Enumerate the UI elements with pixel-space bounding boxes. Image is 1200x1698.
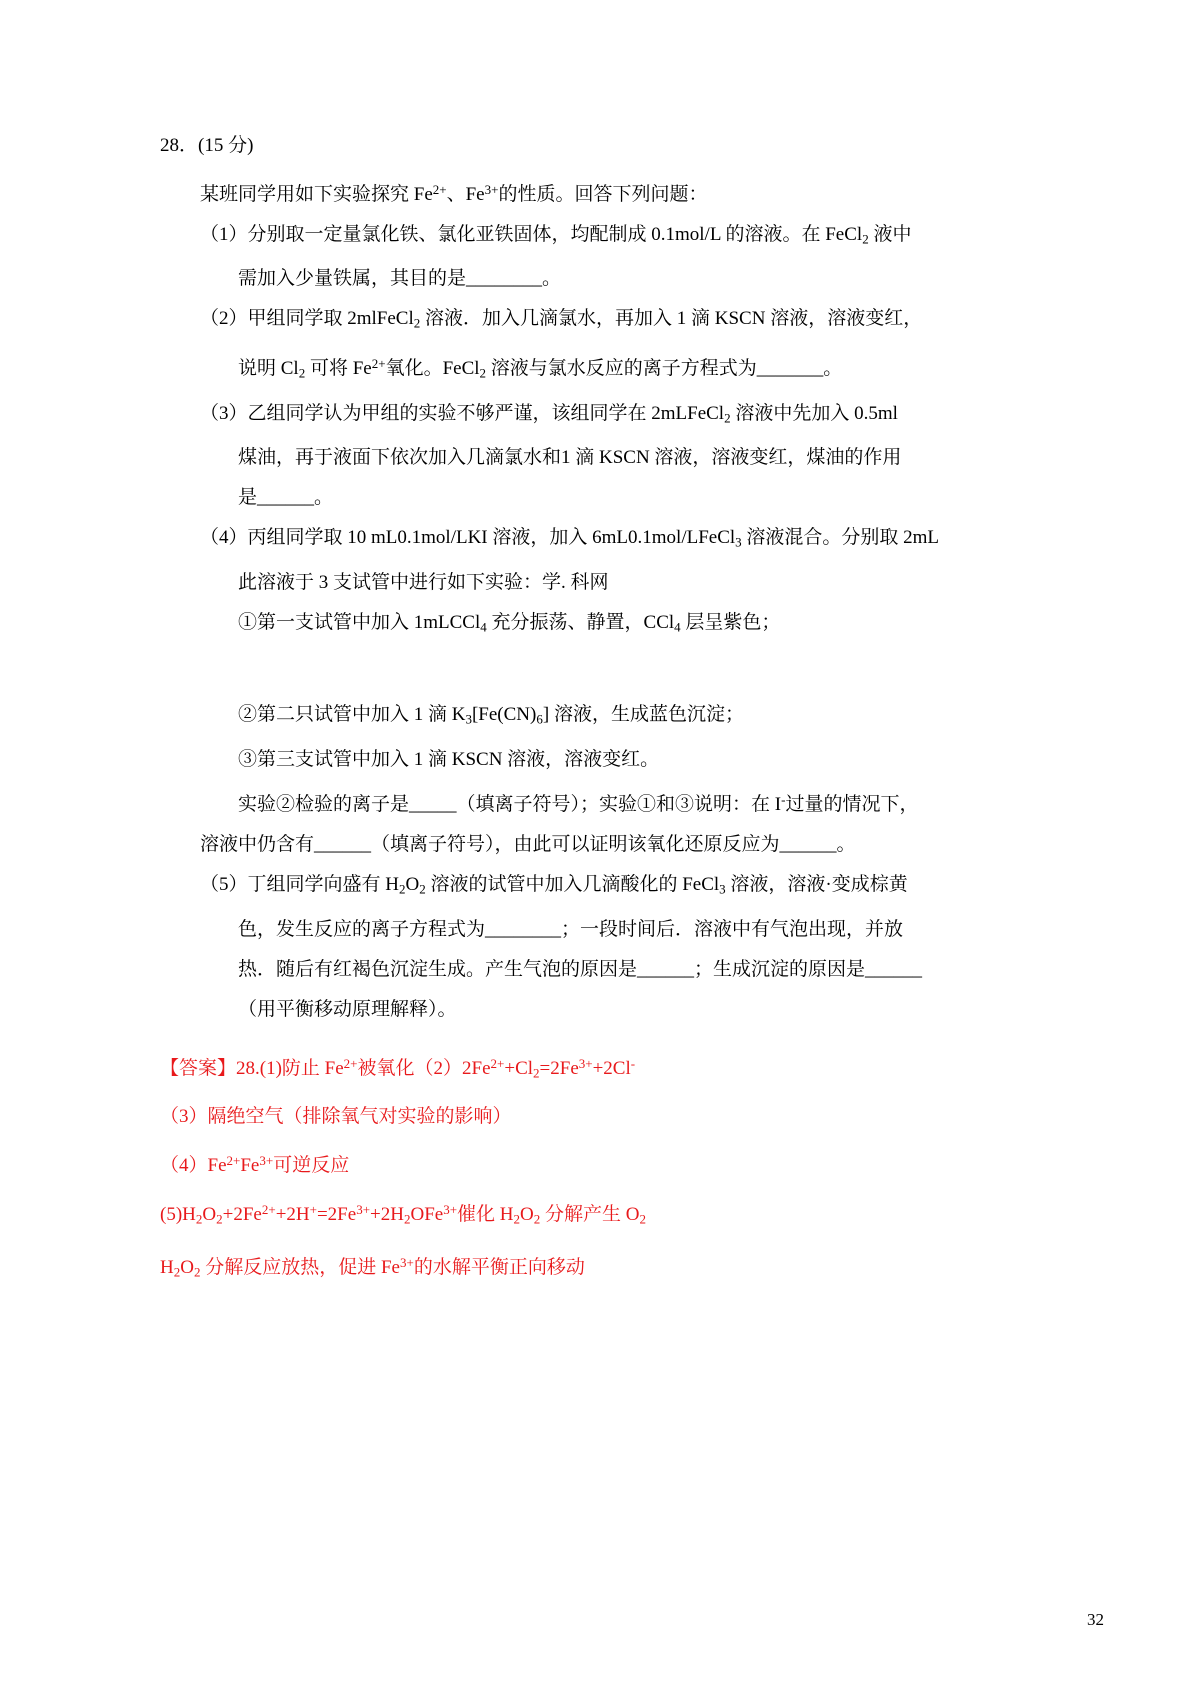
part-2-line-2: 说明 $Cl_2$ 可将 $Fe^{2+}$氧化。FeCl$_2$ 溶液与氯水反应的离子方程式为_______。 [238, 356, 843, 381]
answer-block [160, 1042, 980, 1295]
part-4-line-4: ②第二只试管中加入 1 滴 $K_3[Fe(CN)_6]$ 溶液，生成蓝色沉淀； [238, 704, 744, 728]
part-5-line-2: 色，发生反应的离子方程式为________；一段时间后．溶液中有气泡出现，并放 [238, 918, 904, 940]
part-2-line-1: （2）甲组同学取 2mlFeCl$_2$ 溶液．加入几滴氯水，再加入 1 滴 KSCN 溶液，溶液变红， [200, 308, 923, 332]
part-5-line-4: （用平衡移动原理解释）。 [238, 998, 457, 1020]
part-1-line-1: （1）分别取一定量氯化铁、氯化亚铁固体，均配制成 0.1mol/L 的溶液。在 FeCl$_2$ 液中 [200, 223, 912, 247]
page-number: 32 [1087, 1610, 1104, 1629]
answer-line-2: （3）隔绝空气（排除氧气对实验的影响） [160, 1106, 512, 1127]
part-3-line-1: （3）乙组同学认为甲组的实验不够严谨，该组同学在 2mLFeCl$_2$ 溶液中先加入 0.5ml [200, 402, 898, 426]
part-4-line-6: 实验②检验的离子是_____（填离子符号）；实验①和③说明：在 I-过量的情况下， [238, 792, 919, 815]
question-heading [160, 132, 980, 160]
answer-line-3: $(4)Fe^{2+}Fe^{3+}$可逆反应 [160, 1153, 350, 1176]
part-5-line-1: （5）丁组同学向盛有 $H_2O_2$ 溶液的试管中加入几滴酸化的 FeCl$_3$ 溶液，溶液·变成棕黄 [200, 873, 908, 897]
part-4-line-1: （4）丙组同学取 10 mL0.1mol/LKI 溶液，加入 6mL0.1mol/LFeCl$_3$ 溶液混合。分别取 2mL [200, 527, 940, 550]
question-content [160, 132, 980, 1295]
part-5-line-3: 热．随后有红褐色沉淀生成。产生气泡的原因是______；生成沉淀的原因是______ [238, 958, 923, 980]
part-4-spacer [238, 647, 980, 695]
part-3-line-2: 煤油，再于液面下依次加入几滴氯水和1 滴 KSCN 溶液，溶液变红，煤油的作用 [238, 447, 902, 469]
answer-line-5: $H_2O_2$ 分解反应放热，促进 $Fe^{3+}$的水解平衡正向移动 [160, 1255, 585, 1280]
part-4-line-2: 此溶液于 3 支试管中进行如下实验：学. 科网 [238, 571, 609, 593]
part-1-line-2: 需加入少量铁属，其目的是________。 [238, 268, 562, 290]
answer-line-1: 【答案】28.(1)防止 $Fe^{2+}$被氧化$(2)2Fe^{2+}+Cl_2=2Fe^{3+}+2Cl^-$ [160, 1055, 636, 1080]
part-3-line-3: 是______。 [238, 487, 334, 509]
question-number: 28． [160, 135, 199, 156]
part-4-line-5: ③第三支试管中加入 1 滴 KSCN 溶液，溶液变红。 [238, 749, 660, 771]
part-4-line-3: ①第一支试管中加入 1mLCCl$_4$ 充分振荡、静置，CCl$_4$ 层呈紫色； [238, 611, 781, 635]
part-4-line-7: 溶液中仍含有______（填离子符号），由此可以证明该氧化还原反应为______。 [200, 833, 856, 855]
question-intro: 某班同学用如下实验探究 $Fe^{2+}$、$Fe^{3+}$的性质。回答下列问题： [200, 182, 708, 205]
answer-line-4: $(5)H_2O_2+2Fe^{2+}+2H^+=2Fe^{3+}+2H_2OFe^{3+}$催化 $H_2O_2$ 分解产生 $O_2$ [160, 1201, 646, 1227]
question-points: (15 分) [198, 135, 254, 156]
